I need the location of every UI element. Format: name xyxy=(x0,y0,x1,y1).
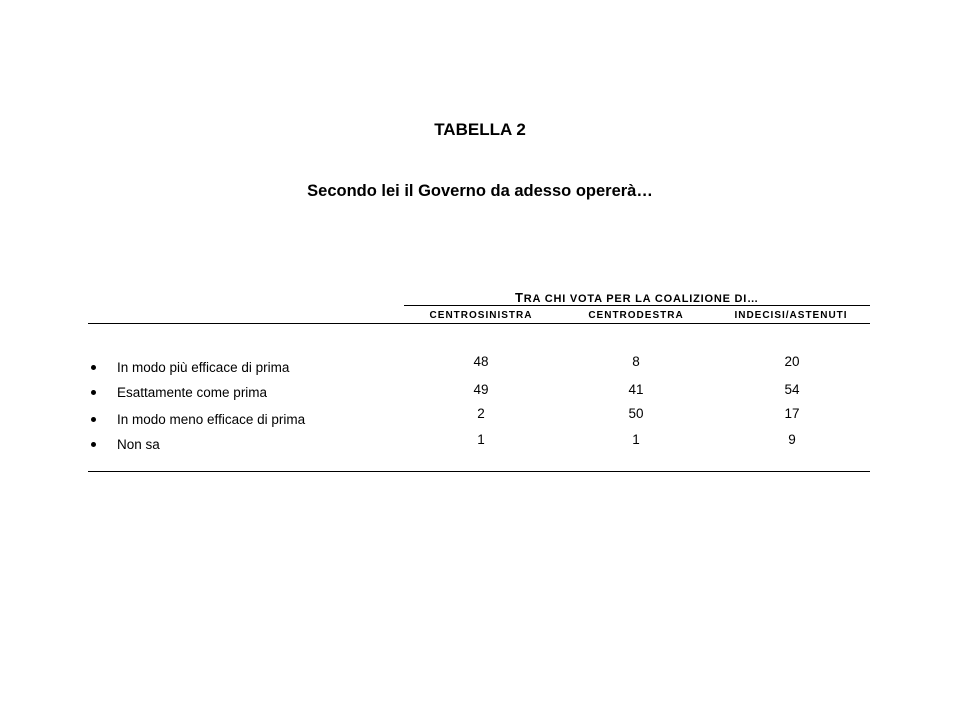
cell-centrosinistra: 49 xyxy=(473,382,489,397)
cell-centrosinistra: 2 xyxy=(477,406,485,421)
table-title: TABELLA 2 xyxy=(434,120,526,139)
bullet-icon xyxy=(91,442,96,447)
cell-indecisi-astenuti: 20 xyxy=(784,354,800,369)
cell-indecisi-astenuti: 17 xyxy=(784,406,800,421)
group-header-text: RA CHI VOTA PER LA COALIZIONE DI… xyxy=(523,293,759,305)
row-label: In modo meno efficace di prima xyxy=(117,412,306,427)
bullet-icon xyxy=(91,417,96,422)
cell-centrosinistra: 48 xyxy=(473,354,489,369)
column-header-centrodestra: CENTRODESTRA xyxy=(588,310,684,321)
bullet-icon xyxy=(91,365,96,370)
row-label: Esattamente come prima xyxy=(117,385,268,400)
table-subtitle: Secondo lei il Governo da adesso opererà… xyxy=(307,182,653,200)
cell-indecisi-astenuti: 9 xyxy=(788,432,796,447)
bullet-icon xyxy=(91,390,96,395)
table-bottom-rule xyxy=(88,471,870,472)
group-header-initial: T xyxy=(515,290,524,305)
row-label: In modo più efficace di prima xyxy=(117,360,290,375)
cell-indecisi-astenuti: 54 xyxy=(784,382,800,397)
cell-centrodestra: 1 xyxy=(632,432,640,447)
cell-centrodestra: 8 xyxy=(632,354,640,369)
cell-centrodestra: 50 xyxy=(628,406,644,421)
group-header-rule xyxy=(404,305,870,306)
row-label: Non sa xyxy=(117,437,160,452)
column-header-centrosinistra: CENTROSINISTRA xyxy=(429,310,533,321)
header-bottom-rule xyxy=(88,323,870,324)
cell-centrosinistra: 1 xyxy=(477,432,485,447)
column-header-indecisi-astenuti: INDECISI/ASTENUTI xyxy=(734,310,848,321)
cell-centrodestra: 41 xyxy=(628,382,644,397)
column-group-header xyxy=(404,290,870,305)
